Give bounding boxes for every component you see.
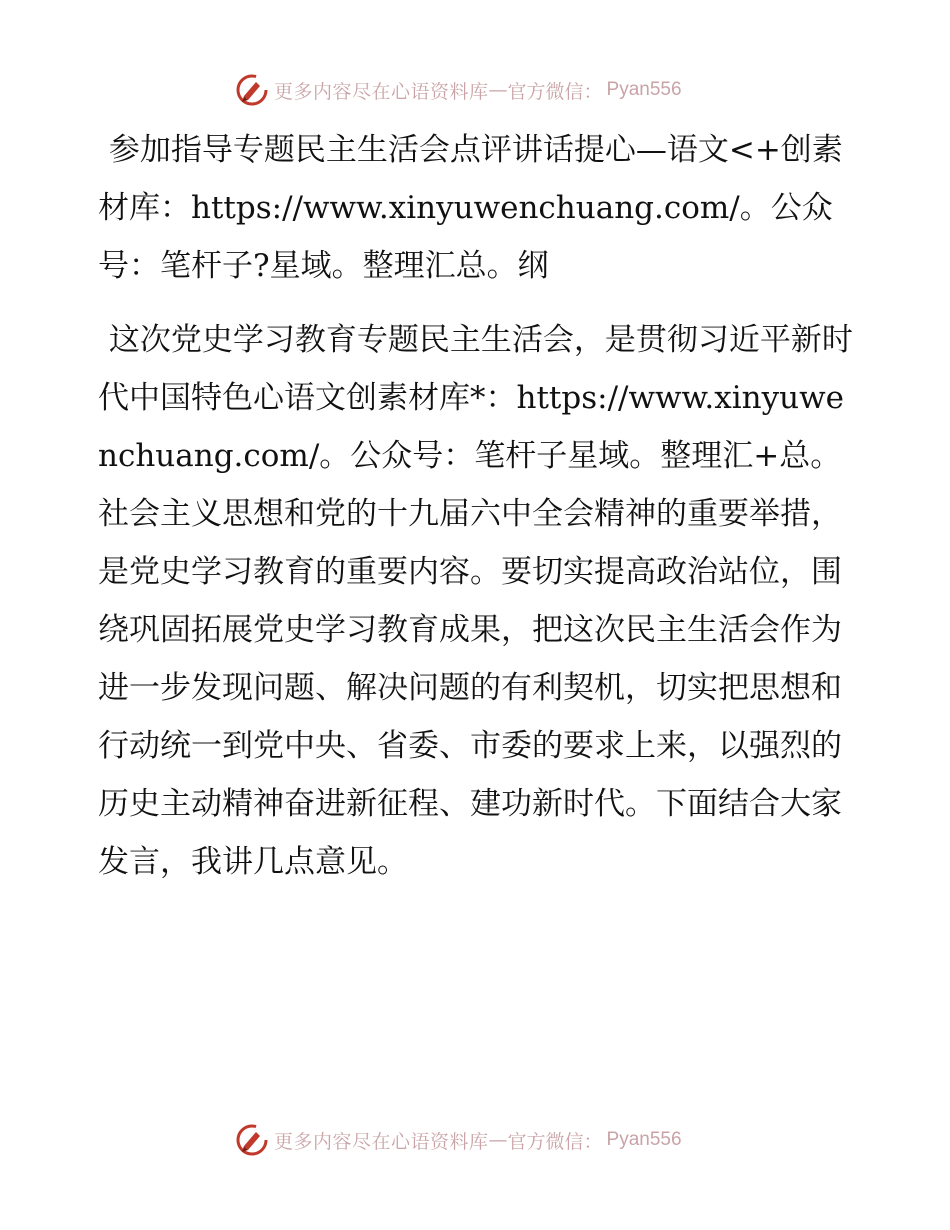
paragraph-body: 这次党史学习教育专题民主生活会，是贯彻习近平新时代中国特色心语文创素材库*：https://www.xinyuwenchuang.com/。公众号：笔杆子星域。整理汇+总。社会主义思想和党的十九届六中全会精神的重要举措，是党史学习教育的重要内容。要切实提高政治站位，围绕巩固拓展党史学习教育成果，把这次民主生活会作为进一步发现问题、解决问题的有利契机，切实把思想和行动统一到党中央、省委、市委的要求上来，以强烈的历史主动精神奋进新征程、建功新时代。下面结合大家发言，我讲几点意见。 <box>98 322 853 880</box>
watermark-label: 官方微信： <box>507 80 603 103</box>
paragraph-title: 参加指导专题民主生活会点评讲话提心—语文<+创素材库：https://www.xinyuwenchuang.com/。公众号：笔杆子?星域。整理汇总。纲 <box>98 132 843 284</box>
watermark-label: 官方微信： <box>507 1130 603 1153</box>
pen-circle-logo-icon <box>234 1122 270 1158</box>
watermark-text: 更多内容尽在心语资料库 <box>274 1130 489 1153</box>
watermark-separator: — <box>488 79 508 101</box>
watermark-wechat-id: Pyan556 <box>606 79 682 100</box>
watermark-separator: — <box>488 1129 508 1151</box>
watermark-wechat-id: Pyan556 <box>606 1129 682 1150</box>
footer-watermark <box>234 1120 682 1160</box>
document-body <box>98 121 858 891</box>
pen-circle-logo-icon <box>234 72 270 108</box>
header-watermark <box>234 70 682 110</box>
watermark-text: 更多内容尽在心语资料库 <box>274 80 489 103</box>
